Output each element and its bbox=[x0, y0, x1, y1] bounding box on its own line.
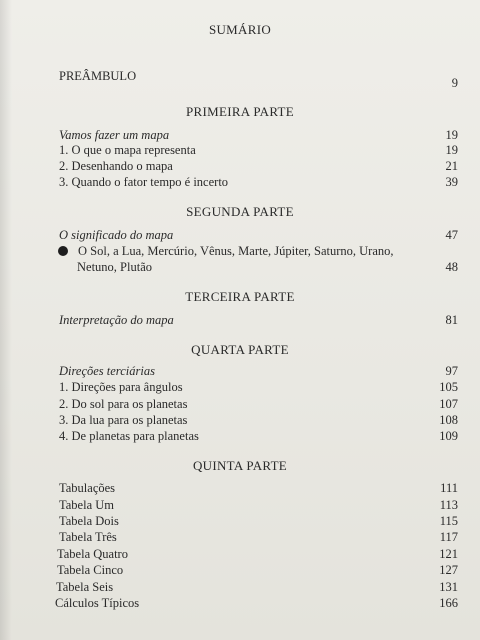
toc-entry-label: 4. De planetas para planetas bbox=[59, 429, 199, 443]
toc-entry-label: Tabela Três bbox=[59, 530, 117, 544]
toc-entry bbox=[0, 427, 480, 445]
toc-entry-page: 117 bbox=[439, 530, 458, 544]
toc-entry bbox=[0, 378, 480, 396]
bullet-icon bbox=[58, 246, 68, 256]
toc-entry-page: 19 bbox=[445, 128, 458, 142]
toc-entry-label: 3. Quando o fator tempo é incerto bbox=[59, 175, 229, 189]
toc-entry-page: 39 bbox=[445, 175, 458, 189]
toc-entry-label: Tabela Cinco bbox=[57, 563, 124, 577]
toc-entry-label: 3. Da lua para os planetas bbox=[59, 413, 188, 427]
toc-entry bbox=[0, 561, 480, 579]
toc-entry-label: Interpretação do mapa bbox=[59, 313, 174, 327]
toc-entry-label: 2. Desenhando o mapa bbox=[59, 159, 173, 173]
toc-entry-label: Tabela Um bbox=[59, 498, 115, 512]
toc-entry-label: O Sol, a Lua, Mercúrio, Vênus, Marte, Júpiter, Saturno, Urano, bbox=[78, 244, 394, 258]
toc-entry-page: 109 bbox=[439, 429, 458, 443]
toc-entry-page: 47 bbox=[445, 228, 458, 242]
toc-entry-page: 111 bbox=[440, 481, 458, 495]
toc-entry-page: 21 bbox=[445, 159, 458, 173]
toc-entry-label: Cálculos Típicos bbox=[55, 596, 140, 610]
toc-entry-page: 19 bbox=[445, 143, 458, 157]
toc-entry-label: Tabela Dois bbox=[59, 514, 119, 528]
toc-entry-label: 2. Do sol para os planetas bbox=[59, 397, 188, 411]
toc-entry-label: Tabela Quatro bbox=[57, 547, 128, 561]
toc-entry-label: PREÂMBULO bbox=[59, 69, 137, 83]
toc-entry-label: 1. Direções para ângulos bbox=[59, 380, 183, 394]
toc-entry-page: 107 bbox=[439, 397, 458, 411]
toc-entry-page: 121 bbox=[439, 547, 458, 561]
toc-entry bbox=[0, 479, 480, 497]
toc-entry-preambulo-page-row bbox=[0, 74, 480, 92]
page-title: SUMÁRIO bbox=[208, 22, 272, 37]
toc-entry-page: 97 bbox=[445, 364, 458, 378]
toc-entry bbox=[0, 594, 480, 612]
toc-entry-page: 115 bbox=[439, 514, 458, 528]
toc-entry-page: 81 bbox=[445, 313, 458, 327]
toc-entry-page: 9 bbox=[451, 76, 458, 90]
toc-entry-label: Tabulações bbox=[59, 481, 116, 495]
section-title-part4: QUARTA PARTE bbox=[191, 342, 289, 357]
toc-entry-label: Netuno, Plutão bbox=[77, 260, 152, 274]
toc-entry-page: 127 bbox=[439, 563, 458, 577]
toc-entry-page: 48 bbox=[445, 260, 458, 274]
toc-entry-page: 108 bbox=[439, 413, 458, 427]
section-title-part2: SEGUNDA PARTE bbox=[186, 204, 294, 219]
toc-entry-label: O significado do mapa bbox=[59, 228, 174, 242]
toc-entry-planets-cont bbox=[0, 258, 480, 276]
toc-entry-page: 131 bbox=[439, 580, 458, 594]
section-title-part1: PRIMEIRA PARTE bbox=[185, 104, 295, 119]
toc-entry bbox=[0, 173, 480, 191]
toc-entry-part3-intro bbox=[0, 311, 480, 329]
toc-entry-label: Tabela Seis bbox=[56, 580, 114, 594]
toc-entry-page: 166 bbox=[439, 596, 458, 610]
toc-entry-label: Vamos fazer um mapa bbox=[59, 128, 170, 142]
section-title-part5: QUINTA PARTE bbox=[192, 458, 288, 473]
toc-entry-page: 105 bbox=[439, 380, 458, 394]
toc-entry bbox=[0, 528, 480, 546]
toc-entry-label: 1. O que o mapa representa bbox=[59, 143, 196, 157]
section-title-part3: TERCEIRA PARTE bbox=[185, 289, 295, 304]
toc-entry-label: Direções terciárias bbox=[59, 364, 155, 378]
toc-entry-page: 113 bbox=[439, 498, 458, 512]
